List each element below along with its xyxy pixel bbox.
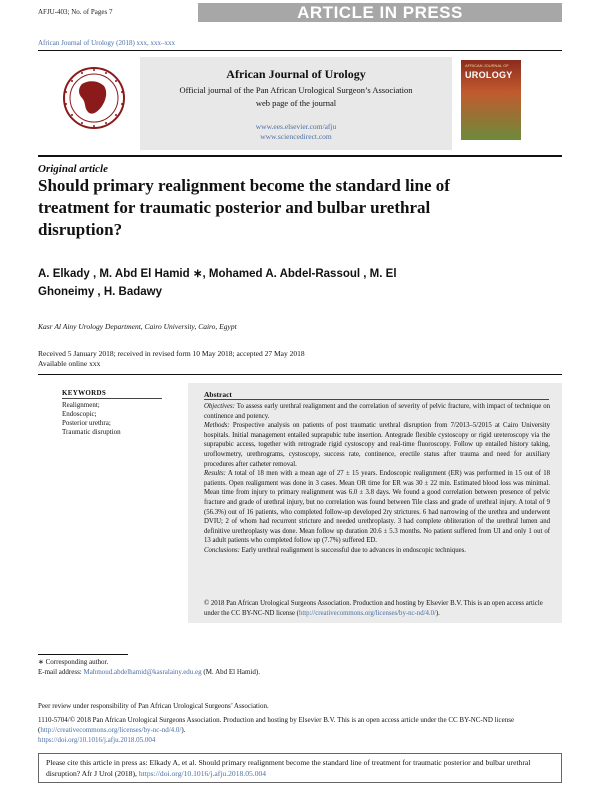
issn-license-line bbox=[38, 715, 562, 735]
keywords-heading: KEYWORDS bbox=[62, 389, 107, 397]
available-online: Available online xxx bbox=[38, 359, 101, 368]
authors-line-1: A. Elkady , M. Abd El Hamid ∗, Mohamed A. Abdel-Rassoul , M. El bbox=[38, 268, 397, 280]
results-text: A total of 18 men with a mean age of 27 ± 15 years. Endoscopic realignment (ER) was performed in 15 out of 18 patients. Open realignment was done in 3 cases. Mean OR time for ER was 30 ± 22 min. Estimated blood loss was minimal. Mean time from injury to primary realignment was 6.0 ± 3.8 days. We found a good correlation between presence of pelvic fracture and grade of urethral injury, but no correlation was found between Tile class and grade of urethral injury. A total of 9 (56.3%) out of 16 patients, who completed follow-up developed 2ry strictures. 6 had narrowing of the urethra and underwent DVIU; 2 of whom had recurrent stricture and needed urethroplasty. 3 had complete obliteration of the urethral lumen and definitive urethroplasty was done. Mean follow up duration 20.6 ± 5.3 months. No patient suffered from UI and only 1 out of 13 adult patients who completed follow up (7.7%) suffered ED. bbox=[204, 470, 550, 545]
footnotes bbox=[38, 657, 298, 677]
abstract-divider bbox=[204, 399, 549, 400]
objectives-label: Objectives: bbox=[204, 403, 235, 410]
methods-text: Prospective analysis on patients of post traumatic urethral disruption from 7/2013–5/2015 at Cairo University hospitals. Initial management entailed suprapubic tube insertion. Antegrade flexible cystoscopy or rigid ureteroscopy via the suprapubic access, together with retrograde rigid cystoscopy and real-time fluoroscopy. Follow up entailed history taking, uroflowmetry, urethrograms, cystoscopy, success rate, continence, erectile status after trauma and need for auxiliary procedures after catheter removal. bbox=[204, 422, 550, 468]
journal-url-sciencedirect[interactable]: www.sciencedirect.com bbox=[260, 132, 332, 141]
cover-title-text: UROLOGY bbox=[465, 70, 513, 80]
affiliation: Kasr Al Ainy Urology Department, Cairo University, Cairo, Egypt bbox=[38, 322, 237, 331]
license-link[interactable]: http://creativecommons.org/licenses/by-nc-nd/4.0/ bbox=[40, 726, 182, 734]
authors-line-2: Ghoneimy , H. Badawy bbox=[38, 286, 162, 298]
issn-block bbox=[38, 701, 562, 745]
issn-text: 1110-5704/© 2018 Pan African Urological Surgeons Association. Production and hosting by Elsevier B.V. This is an open access article under the CC BY-NC-ND license ( bbox=[38, 716, 515, 734]
article-title: Should primary realignment become the standard line of treatment for traumatic posterior and bulbar urethral disruption? bbox=[38, 176, 450, 239]
article-type: Original article bbox=[38, 163, 108, 175]
journal-title: African Journal of Urology bbox=[226, 67, 366, 81]
abstract-body bbox=[204, 402, 550, 556]
email-label: E-mail address: bbox=[38, 668, 84, 676]
journal-subtitle: Official journal of the Pan African Urological Surgeon’s Association bbox=[179, 85, 413, 95]
copyright-text: © 2018 Pan African Urological Surgeons Association. Production and hosting by Elsevier B.V. This is an open access article under the CC BY-NC-ND license ( bbox=[204, 600, 543, 617]
author-list bbox=[38, 265, 538, 301]
abstract-copyright bbox=[204, 599, 550, 618]
keyword-item: Realignment; bbox=[62, 401, 100, 409]
journal-cover-image bbox=[461, 60, 521, 140]
conclusions-label: Conclusions: bbox=[204, 546, 240, 554]
citation-doi-link[interactable]: https://doi.org/10.1016/j.afju.2018.05.004 bbox=[138, 769, 267, 778]
header-manuscript-id: AFJU-403; No. of Pages 7 bbox=[38, 8, 113, 16]
footnote-divider bbox=[38, 654, 128, 655]
results-label: Results: bbox=[204, 470, 226, 478]
doi-link[interactable]: https://doi.org/10.1016/j.afju.2018.05.004 bbox=[38, 736, 156, 744]
methods-label: Methods: bbox=[204, 422, 230, 430]
banner-divider bbox=[38, 155, 562, 157]
license-end: ). bbox=[181, 726, 186, 734]
conclusions-text: Early urethral realignment is successful due to advances in endoscopic techniques. bbox=[239, 546, 466, 554]
keyword-item: Posterior urethra; bbox=[62, 419, 111, 427]
citation-body: Please cite this article in press as: Elkady A, et al. Should primary realignment become the standard line of treatment for traumatic posterior and bulbar urethral disruption? Afr J Urol (2018), bbox=[46, 758, 531, 778]
cover-top-text: AFRICAN JOURNAL OF bbox=[465, 63, 509, 68]
header-divider bbox=[38, 50, 562, 51]
article-dates: Received 5 January 2018; received in revised form 10 May 2018; accepted 27 May 2018 bbox=[38, 349, 305, 358]
peer-review-note: Peer review under responsibility of Pan African Urological Surgeons’ Association. bbox=[38, 702, 269, 710]
email-suffix: (M. Abd El Hamid). bbox=[201, 668, 260, 676]
keyword-item: Endoscopic; bbox=[62, 410, 97, 418]
objectives-text: To assess early urethral realignment and the correlation of severity of pelvic fracture, with impact of technique on continence and potency. bbox=[204, 403, 550, 420]
author-email-link[interactable]: Mahmoud.abdelhamid@kasralainy.edu.eg bbox=[83, 668, 202, 676]
title-divider bbox=[38, 374, 562, 375]
journal-url-elsevier[interactable]: www.ees.elsevier.com/afju bbox=[255, 122, 337, 131]
article-in-press-stamp: ARTICLE IN PRESS bbox=[198, 3, 562, 22]
abstract-heading: Abstract bbox=[204, 390, 232, 399]
journal-citation-link[interactable]: African Journal of Urology (2018) xxx, xxx–xxx bbox=[38, 39, 176, 47]
keyword-item: Traumatic disruption bbox=[62, 428, 121, 436]
citation-text bbox=[46, 757, 554, 779]
journal-webpage-label: web page of the journal bbox=[255, 98, 337, 108]
corresponding-author-note: ∗ Corresponding author. bbox=[38, 658, 109, 666]
copyright-license-link[interactable]: http://creativecommons.org/licenses/by-nc-nd/4.0/ bbox=[298, 609, 436, 617]
email-note bbox=[38, 667, 298, 677]
pausa-logo-icon bbox=[62, 66, 126, 130]
keywords-divider bbox=[62, 398, 162, 399]
copyright-end: ). bbox=[435, 609, 440, 617]
